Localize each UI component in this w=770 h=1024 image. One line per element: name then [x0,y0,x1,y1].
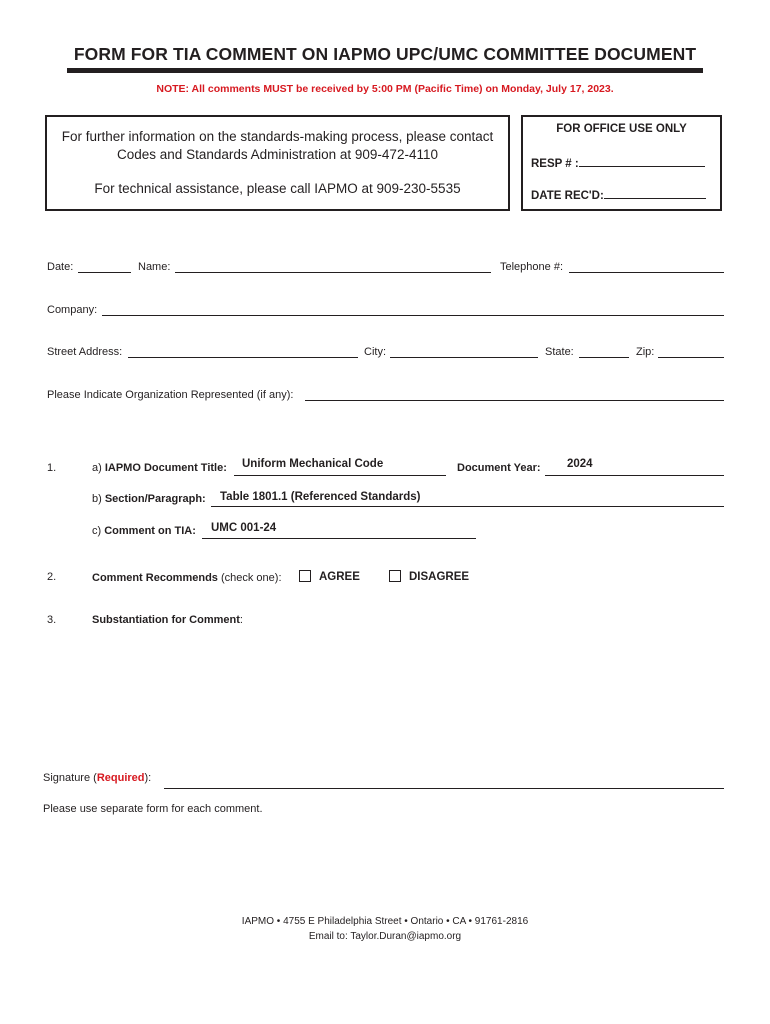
info-line-2: Codes and Standards Administration at 909-472-4110 [117,147,438,162]
signature-required: Required [96,772,145,784]
telephone-field[interactable] [569,272,724,273]
signature-field[interactable] [164,788,724,789]
signature-row [43,772,151,784]
section-value: Table 1801.1 (Referenced Standards) [220,491,421,503]
section-label: Section/Paragraph: [104,493,206,505]
recommends-row [92,572,282,584]
recommends-label: Comment Recommends [92,572,218,584]
substantiation-label: Substantiation for Comment [92,614,240,626]
comment-field[interactable] [202,538,476,539]
date-received-row [531,187,706,202]
city-field[interactable] [390,357,538,358]
company-field[interactable] [102,315,724,316]
organization-field[interactable] [305,400,724,401]
section-field[interactable] [211,506,724,507]
date-label: Date: [47,261,74,273]
item-3-number: 3. [47,614,57,626]
zip-field[interactable] [658,357,724,358]
comment-value: UMC 001-24 [211,522,277,534]
street-address-label: Street Address: [47,346,123,358]
title-rule [67,68,703,73]
resp-field[interactable] [579,155,705,167]
state-field[interactable] [579,357,629,358]
document-title-row [92,462,227,474]
info-line-3: For technical assistance, please call IAPMO at 909-230-5535 [94,181,461,196]
street-address-field[interactable] [128,357,358,358]
signature-label-end: ): [144,772,152,784]
date-received-field[interactable] [604,187,706,199]
document-title-field[interactable] [234,475,446,476]
telephone-label: Telephone #: [500,261,563,273]
office-use-box [521,115,722,211]
city-label: City: [364,346,386,358]
resp-label: RESP # : [531,158,579,170]
document-title-label: IAPMO Document Title: [104,462,227,474]
agree-label: AGREE [319,571,360,583]
organization-label: Please Indicate Organization Represented (if any): [47,389,294,401]
date-field[interactable] [78,272,131,273]
substantiation-row [92,614,243,626]
company-label: Company: [47,304,98,316]
date-received-label: DATE REC'D: [531,190,604,202]
disagree-checkbox[interactable] [389,570,401,582]
form-title: FORM FOR TIA COMMENT ON IAPMO UPC/UMC COMMITTEE DOCUMENT [73,44,697,64]
deadline-note: NOTE: All comments MUST be received by 5:00 PM (Pacific Time) on Monday, July 17, 2023. [156,83,614,95]
comment-prefix: c) [92,525,105,537]
agree-checkbox[interactable] [299,570,311,582]
substantiation-colon: : [239,614,243,626]
section-prefix: b) [92,493,105,505]
zip-label: Zip: [636,346,655,358]
disagree-label: DISAGREE [409,571,470,583]
office-use-heading: FOR OFFICE USE ONLY [556,123,687,135]
footer-email: Email to: Taylor.Duran@iapmo.org [308,931,462,942]
item-2-number: 2. [47,571,57,583]
document-title-prefix: a) [92,462,105,474]
name-field[interactable] [175,272,491,273]
document-year-label: Document Year: [457,462,541,474]
footer-address: IAPMO • 4755 E Philadelphia Street • Ontario • CA • 91761-2816 [241,916,529,927]
item-1-number: 1. [47,462,57,474]
resp-row [531,155,705,170]
name-label: Name: [138,261,171,273]
signature-label: Signature ( [43,772,97,784]
info-line-1: For further information on the standards-making process, please contact [61,129,494,144]
document-year-field[interactable] [545,475,724,476]
info-box [45,115,510,211]
document-title-value: Uniform Mechanical Code [242,458,384,470]
separate-form-note: Please use separate form for each comment. [43,803,263,815]
comment-row [92,525,196,537]
document-year-value: 2024 [567,458,593,470]
comment-label: Comment on TIA: [104,525,196,537]
section-row [92,493,206,505]
recommends-hint: (check one): [217,572,282,584]
state-label: State: [545,346,574,358]
substantiation-area[interactable] [92,634,724,754]
